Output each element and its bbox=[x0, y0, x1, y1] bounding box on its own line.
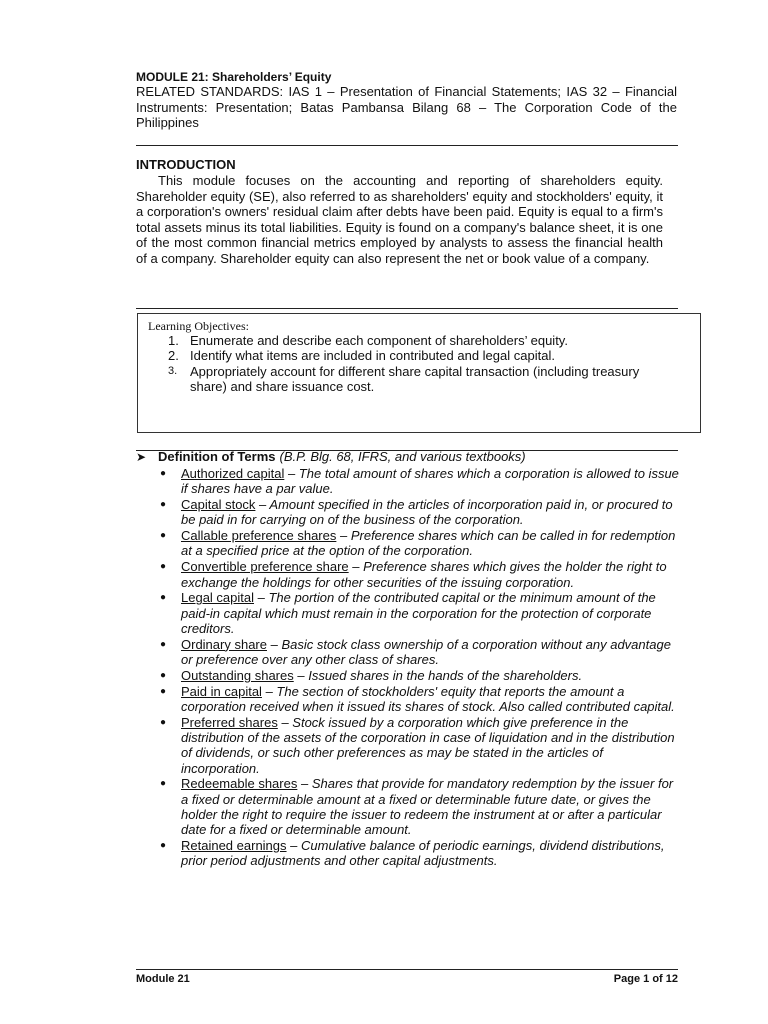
definitions-source: (B.P. Blg. 68, IFRS, and various textbooks) bbox=[279, 449, 526, 464]
term-name: Redeemable shares bbox=[181, 776, 298, 792]
bullet-icon: ● bbox=[160, 840, 167, 852]
term-definition: – Cumulative balance of periodic earnings, dividend distributions, prior period adjustments and other capital adjustments. bbox=[181, 838, 665, 869]
term-item bbox=[136, 559, 681, 590]
term-definition: – The total amount of shares which a corporation is allowed to issue if shares have a par value. bbox=[181, 466, 679, 497]
term-item bbox=[136, 637, 681, 668]
term-item bbox=[136, 715, 681, 776]
arrow-bullet-icon: ➤ bbox=[136, 450, 147, 464]
term-definition: – Basic stock class ownership of a corporation without any advantage or preference over any other class of shares. bbox=[181, 636, 671, 668]
introduction-body: This module focuses on the accounting and reporting of shareholders equity. Shareholder equity (SE), also referred to as shareholders' equity and stockholders' equity, it a corporation's owners' residual claim after debts have been paid. Equity is equal to a firm's total assets minus its total liabilities. Equity is found on a company's balance sheet, it is one of the most common financial metrics employed by analysts to assess the financial health of a company. Shareholder equity can also represent the net or book value of a company. bbox=[136, 173, 663, 266]
bullet-icon: ● bbox=[160, 778, 167, 790]
term-definition: – Issued shares in the hands of the shareholders. bbox=[297, 667, 583, 683]
bullet-icon: ● bbox=[160, 716, 167, 728]
term-item bbox=[136, 466, 681, 497]
term-name: Authorized capital bbox=[181, 466, 285, 481]
module-title: MODULE 21: Shareholders’ Equity bbox=[136, 70, 332, 84]
term-item bbox=[136, 497, 681, 528]
term-item bbox=[136, 668, 681, 683]
term-item bbox=[136, 838, 681, 869]
header-divider bbox=[136, 145, 678, 146]
term-definition: – Amount specified in the articles of incorporation paid in, or procured to be paid in for carrying on of the business of the corporation. bbox=[181, 497, 673, 528]
term-name: Convertible preference share bbox=[181, 559, 349, 575]
term-name: Outstanding shares bbox=[181, 667, 294, 683]
objective-item bbox=[168, 364, 668, 395]
bullet-icon: ● bbox=[160, 638, 167, 650]
term-item bbox=[136, 528, 681, 559]
term-definition: – Preference shares which gives the holder the right to exchange the holdings for other securities of the issuing corporation. bbox=[181, 559, 667, 590]
bullet-icon: ● bbox=[160, 499, 167, 511]
footer-page-number: Page 1 of 12 bbox=[613, 973, 678, 985]
term-definition: – Shares that provide for mandatory redemption by the issuer for a fixed or determinable amount at a fixed or determinable future date, or gives the holder the right to require the issuer to redeem the instrument at or after a particular date for a fixed or determinable amount. bbox=[181, 776, 674, 838]
objective-number: 3. bbox=[168, 364, 178, 377]
term-name: Paid in capital bbox=[181, 683, 262, 699]
term-item bbox=[136, 776, 681, 837]
term-definition: – The section of stockholders' equity that reports the amount a corporation received when it issued its shares of stock. Also called contributed capital. bbox=[181, 683, 675, 714]
footer-divider bbox=[136, 969, 678, 970]
bullet-icon: ● bbox=[160, 468, 167, 479]
objective-text: Enumerate and describe each component of shareholders’ equity. bbox=[190, 333, 568, 348]
bullet-icon: ● bbox=[160, 685, 167, 697]
bullet-icon: ● bbox=[160, 669, 167, 681]
definitions-heading bbox=[136, 449, 681, 465]
learning-objectives-list bbox=[168, 333, 668, 394]
term-definition: – Stock issued by a corporation which give preference in the distribution of the assets of the corporation in case of liquidation and in the distribution of dividends, or such other preferences as may be stated in the articles of incorporation. bbox=[181, 714, 675, 776]
term-name: Capital stock bbox=[181, 497, 256, 513]
bullet-icon: ● bbox=[160, 561, 167, 573]
footer-module-label: Module 21 bbox=[136, 973, 190, 985]
term-name: Preferred shares bbox=[181, 714, 278, 730]
definitions-section bbox=[136, 449, 681, 869]
term-item bbox=[136, 590, 681, 636]
term-item bbox=[136, 684, 681, 715]
introduction-divider bbox=[136, 308, 678, 309]
bullet-icon: ● bbox=[160, 592, 167, 604]
objective-text: Identify what items are included in contributed and legal capital. bbox=[190, 348, 555, 364]
introduction-heading: INTRODUCTION bbox=[136, 157, 236, 172]
term-name: Retained earnings bbox=[181, 838, 287, 854]
learning-objectives-box bbox=[137, 313, 701, 433]
objective-item bbox=[168, 348, 668, 363]
bullet-icon: ● bbox=[160, 530, 167, 542]
objective-number: 1. bbox=[168, 333, 179, 348]
definitions-title: Definition of Terms bbox=[158, 449, 276, 464]
objective-item bbox=[168, 333, 668, 348]
term-definition: – Preference shares which can be called in for redemption at a specified price at the option of the corporation. bbox=[181, 528, 676, 559]
objective-number: 2. bbox=[168, 348, 179, 364]
learning-objectives-label: Learning Objectives: bbox=[148, 319, 249, 333]
objective-text: Appropriately account for different share capital transaction (including treasury share) and share issuance cost. bbox=[190, 363, 640, 394]
term-name: Legal capital bbox=[181, 590, 254, 606]
term-definition: – The portion of the contributed capital or the minimum amount of the paid-in capital which must remain in the corporation for the protection of corporate creditors. bbox=[181, 590, 656, 636]
terms-list bbox=[136, 466, 681, 869]
term-name: Callable preference shares bbox=[181, 528, 337, 544]
term-name: Ordinary share bbox=[181, 636, 267, 652]
related-standards: RELATED STANDARDS: IAS 1 – Presentation of Financial Statements; IAS 32 – Financial Instruments: Presentation; Batas Pambansa Bilang 68 – The Corporation Code of the Philippines bbox=[136, 84, 677, 130]
